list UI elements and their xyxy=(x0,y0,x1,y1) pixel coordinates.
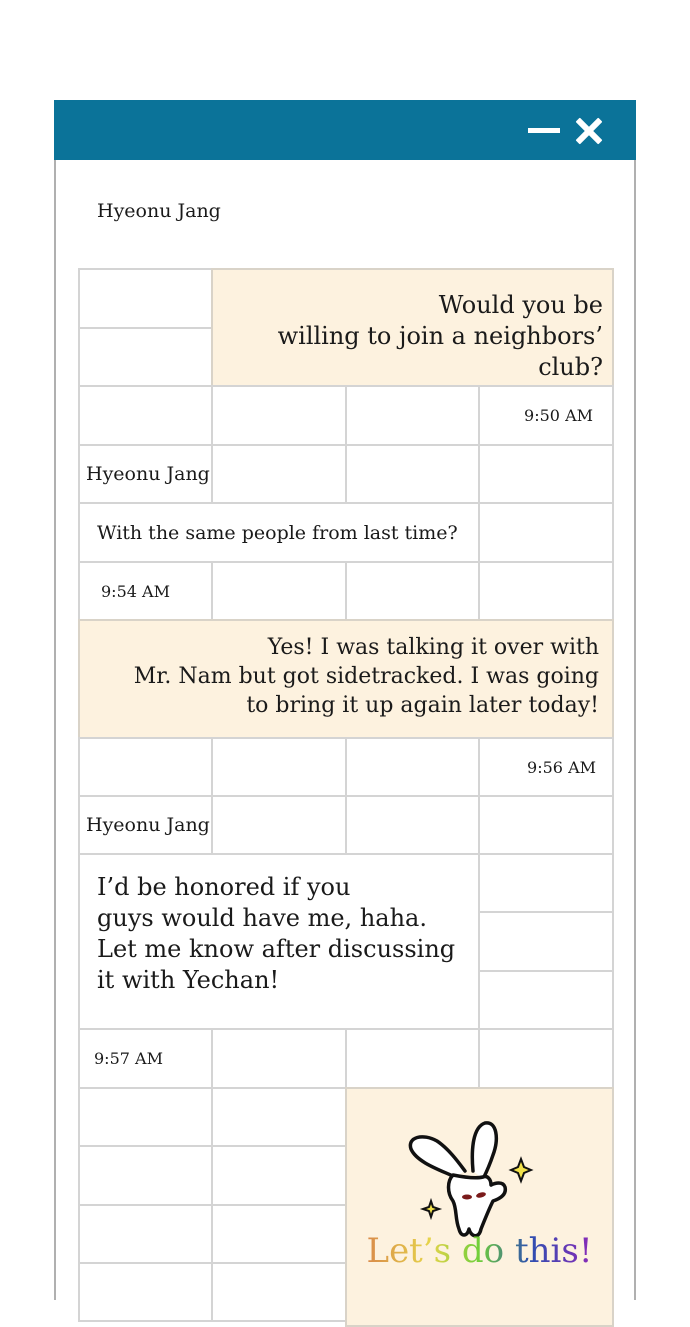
grid-cell xyxy=(78,1262,213,1322)
message-line: willing to join a neighbors’ club? xyxy=(277,322,603,381)
grid-cell xyxy=(345,385,480,446)
contact-name: Hyeonu Jang xyxy=(97,200,221,222)
grid-cell xyxy=(345,561,480,621)
message-timestamp: 9:57 AM xyxy=(78,1028,213,1089)
grid-cell xyxy=(345,444,480,504)
message-line: it with Yechan! xyxy=(97,966,280,994)
message-timestamp: 9:50 AM xyxy=(478,385,614,446)
message-line: Yes! I was talking it over with xyxy=(267,635,599,660)
sticker-caption: Let’s do this! xyxy=(366,1231,593,1271)
grid-cell xyxy=(478,911,614,972)
title-bar xyxy=(54,100,636,160)
grid-cell xyxy=(478,1028,614,1089)
message-line: Would you be xyxy=(438,291,603,319)
grid-cell xyxy=(78,268,213,329)
message-bubble-incoming xyxy=(78,853,480,1030)
grid-cell xyxy=(345,737,480,797)
grid-cell xyxy=(211,1262,347,1322)
message-bubble-outgoing xyxy=(211,268,614,387)
grid-cell xyxy=(211,1087,347,1147)
grid-cell xyxy=(345,795,480,855)
grid-cell xyxy=(211,1204,347,1264)
message-line: Mr. Nam but got sidetracked. I was going xyxy=(133,664,599,689)
grid-cell xyxy=(478,561,614,621)
grid-cell xyxy=(478,970,614,1030)
message-bubble-incoming: With the same people from last time? xyxy=(78,502,480,563)
bunny-sparkle-sticker-icon xyxy=(403,1119,543,1249)
grid-cell xyxy=(345,1028,480,1089)
grid-cell xyxy=(211,795,347,855)
message-line: to bring it up again later today! xyxy=(246,693,599,718)
grid-cell xyxy=(478,853,614,913)
grid-cell xyxy=(211,385,347,446)
grid-cell xyxy=(78,327,213,387)
grid-cell xyxy=(211,1145,347,1206)
grid-cell xyxy=(211,1028,347,1089)
grid-cell xyxy=(478,444,614,504)
grid-cell xyxy=(78,385,213,446)
grid-cell xyxy=(211,737,347,797)
message-line: Let me know after discussing xyxy=(97,935,456,963)
close-icon[interactable] xyxy=(574,116,604,146)
sender-name: Hyeonu Jang xyxy=(78,795,213,855)
message-bubble-outgoing xyxy=(78,619,614,739)
grid-cell xyxy=(78,1204,213,1264)
grid-cell xyxy=(211,561,347,621)
grid-cell xyxy=(478,502,614,563)
grid-cell xyxy=(78,737,213,797)
message-timestamp: 9:54 AM xyxy=(78,561,213,621)
grid-cell xyxy=(478,795,614,855)
grid-cell xyxy=(78,1087,213,1147)
message-timestamp: 9:56 AM xyxy=(478,737,614,797)
message-line: guys would have me, haha. xyxy=(97,904,427,932)
sticker-message[interactable] xyxy=(345,1087,614,1327)
grid-cell xyxy=(78,1145,213,1206)
grid-cell xyxy=(211,444,347,504)
minimize-icon[interactable] xyxy=(528,128,560,133)
sender-name: Hyeonu Jang xyxy=(78,444,213,504)
message-line: I’d be honored if you xyxy=(97,873,351,901)
